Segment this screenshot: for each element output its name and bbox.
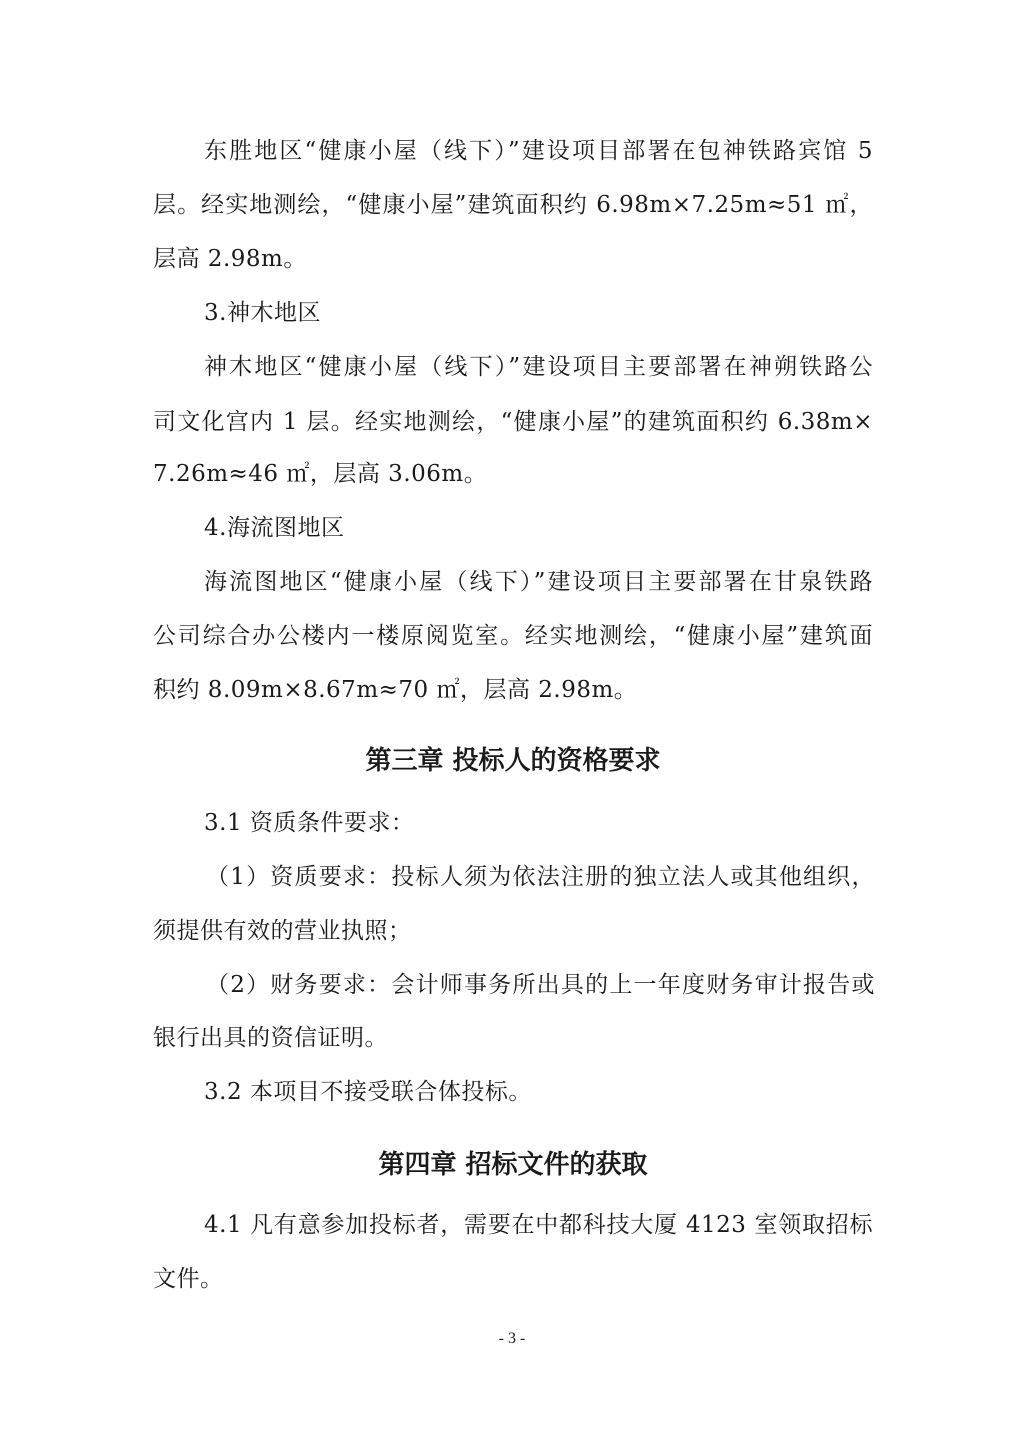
dongsheng-line-1: 东胜地区“健康小屋（线下）”建设项目部署在包神铁路宾馆 5 [204, 138, 873, 164]
qualification-item-1-line-2: 须提供有效的营业执照； [153, 918, 412, 944]
page-number: - 3 - [498, 1330, 526, 1347]
hailiutu-line-3: 积约 8.09m×8.67m≈70 ㎡，层高 2.98m。 [153, 677, 638, 703]
dongsheng-line-3: 层高 2.98m。 [153, 246, 307, 272]
section-4-1-line-2: 文件。 [153, 1266, 224, 1292]
shenmu-subtitle: 3.神木地区 [204, 300, 321, 326]
hailiutu-line-1: 海流图地区“健康小屋（线下）”建设项目主要部署在甘泉铁路 [204, 569, 873, 595]
shenmu-line-1: 神木地区“健康小屋（线下）”建设项目主要部署在神朔铁路公 [204, 354, 873, 380]
chapter-4-heading: 第四章 招标文件的获取 [378, 1150, 648, 1180]
section-3-1: 3.1 资质条件要求： [204, 810, 415, 836]
section-3-2: 3.2 本项目不接受联合体投标。 [204, 1079, 532, 1105]
dongsheng-line-2: 层。经实地测绘，“健康小屋”建筑面积约 6.98m×7.25m≈51 ㎡， [153, 192, 873, 218]
hailiutu-subtitle: 4.海流图地区 [204, 515, 345, 541]
qualification-item-2-line-2: 银行出具的资信证明。 [153, 1025, 388, 1051]
chapter-3-heading: 第三章 投标人的资格要求 [365, 746, 661, 776]
shenmu-line-3: 7.26m≈46 ㎡，层高 3.06m。 [153, 461, 488, 487]
hailiutu-line-2: 公司综合办公楼内一楼原阅览室。经实地测绘，“健康小屋”建筑面 [153, 623, 873, 649]
qualification-item-1-line-1: （1）资质要求：投标人须为依法注册的独立法人或其他组织， [206, 864, 875, 890]
qualification-item-2-line-1: （2）财务要求：会计师事务所出具的上一年度财务审计报告或 [206, 972, 875, 998]
section-4-1-line-1: 4.1 凡有意参加投标者，需要在中都科技大厦 4123 室领取招标 [204, 1212, 873, 1238]
shenmu-line-2: 司文化宫内 1 层。经实地测绘，“健康小屋”的建筑面积约 6.38m× [153, 409, 873, 435]
